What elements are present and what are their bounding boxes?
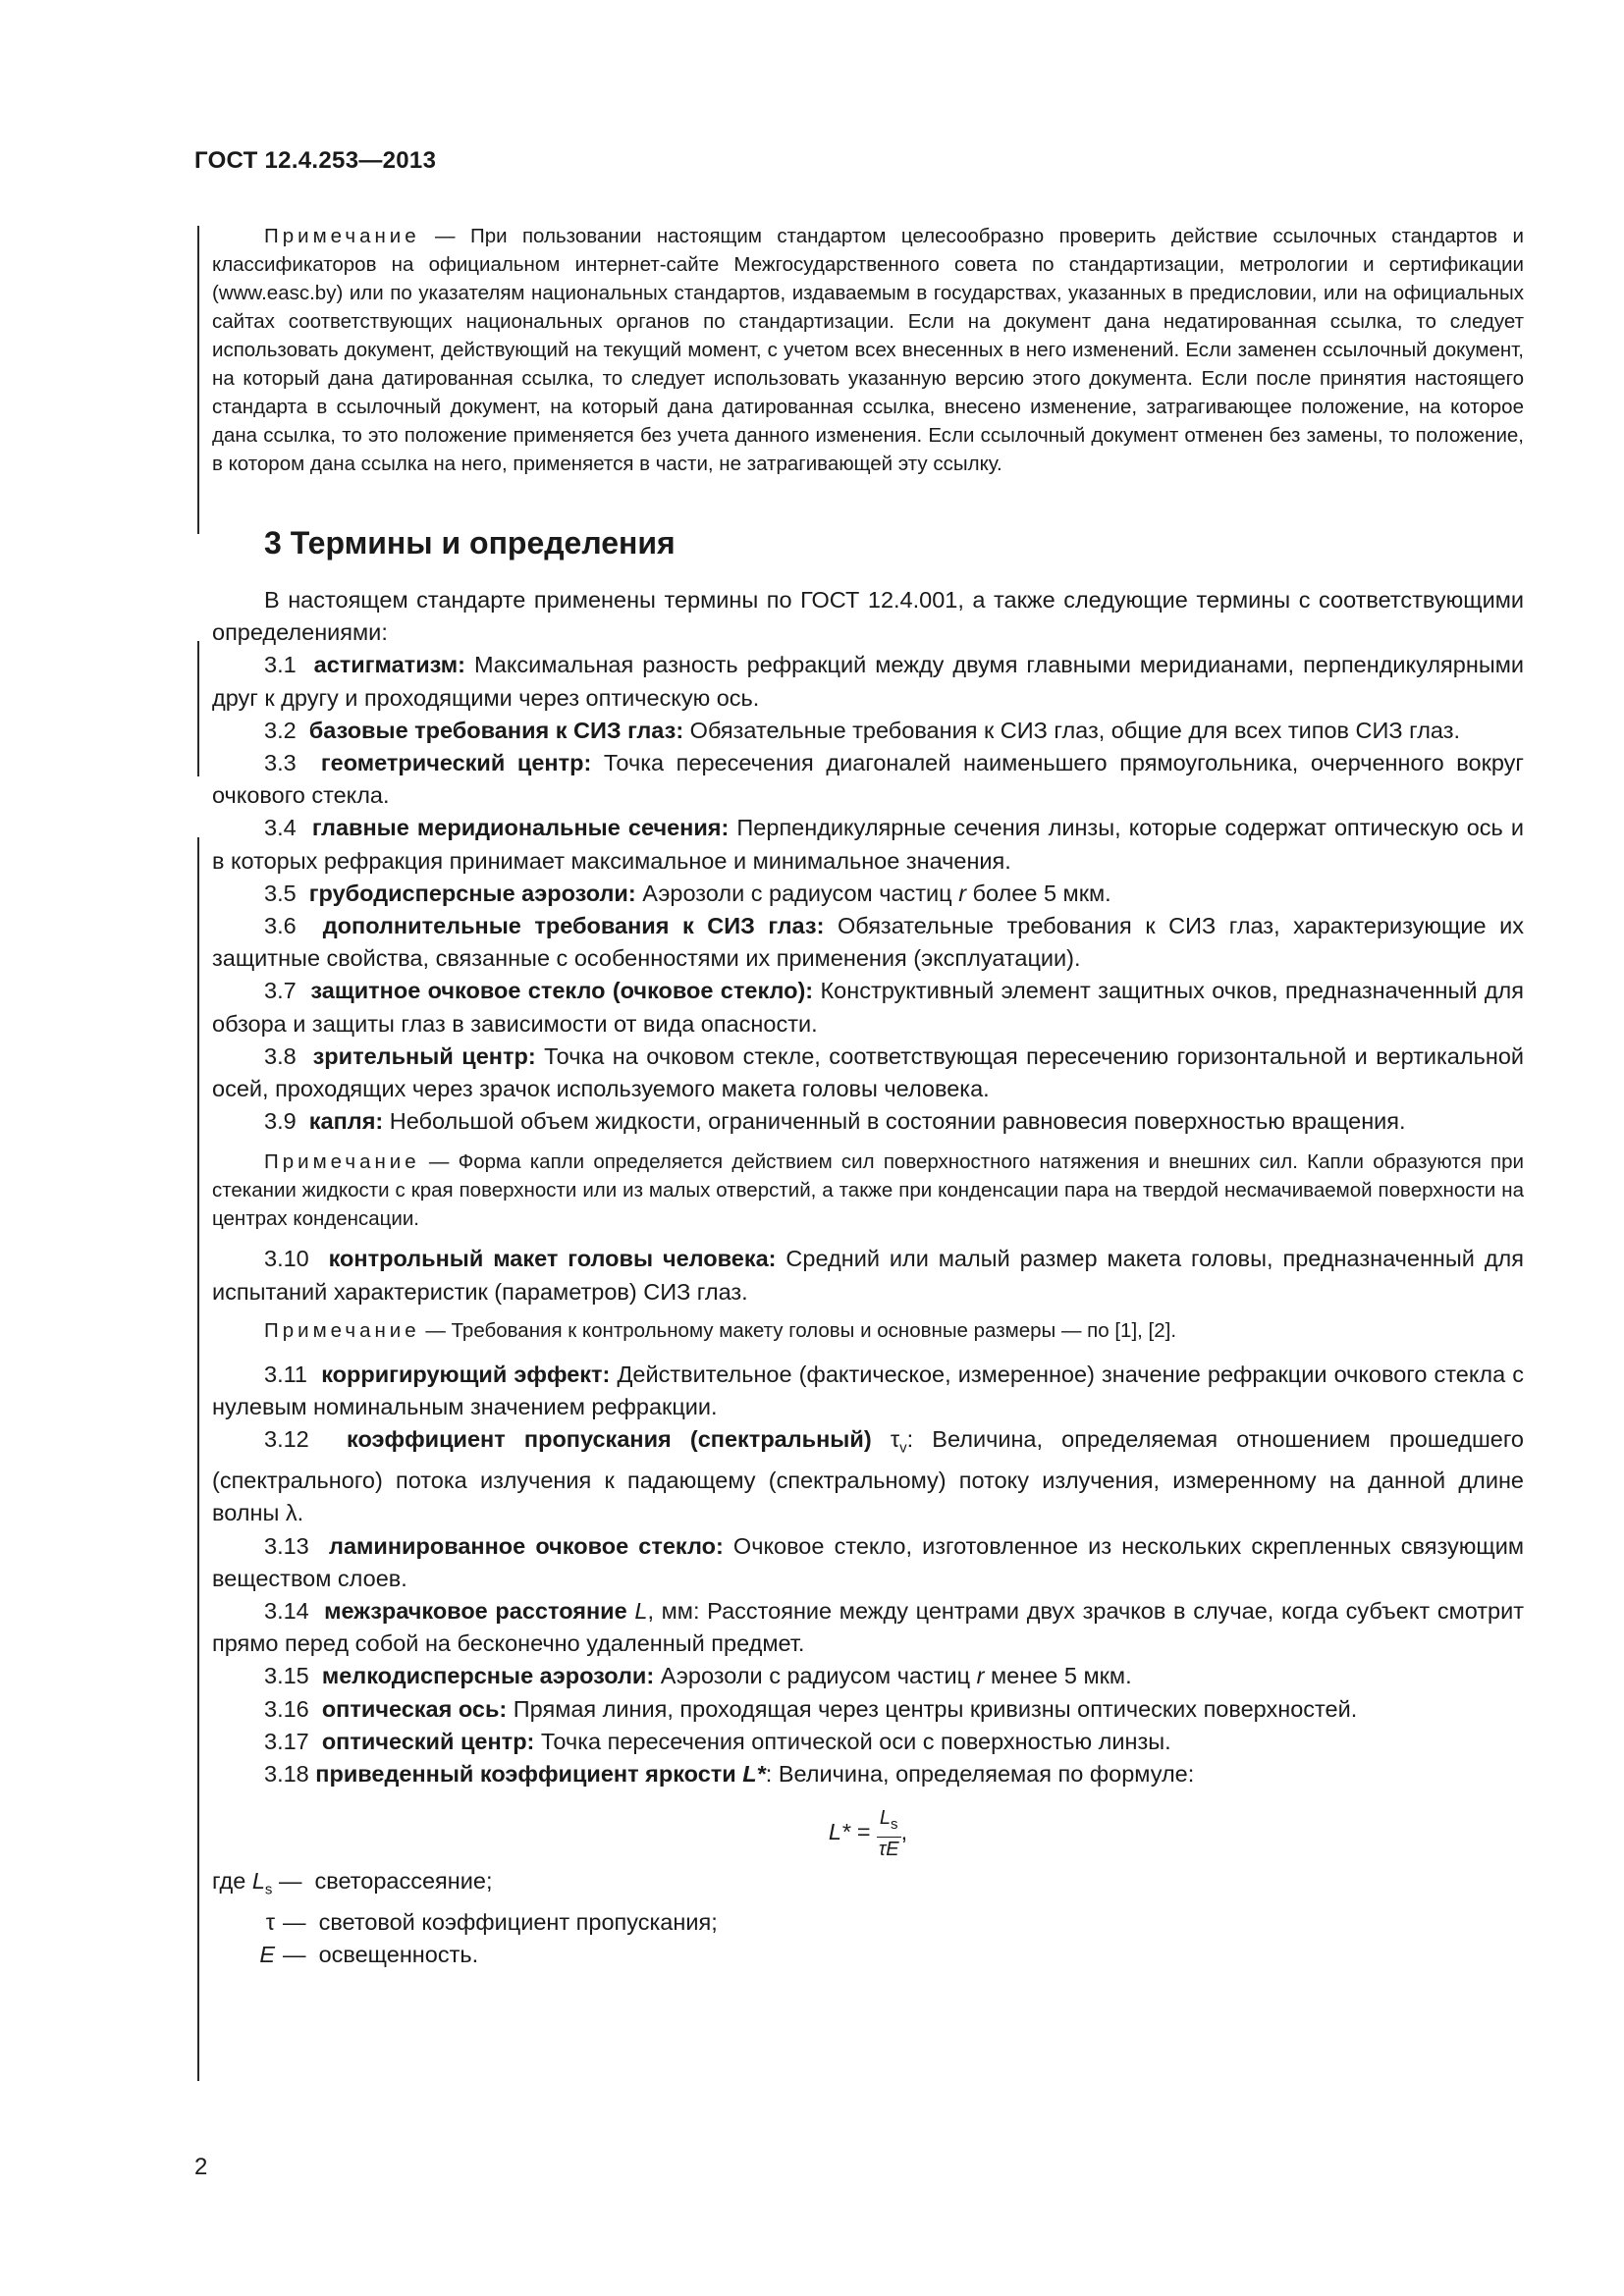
- term-definition: Обязательные требования к СИЗ глаз, общие для всех типов СИЗ глаз.: [683, 717, 1461, 743]
- term-definition: Прямая линия, проходящая через центры кривизны оптических поверхностей.: [507, 1695, 1358, 1722]
- term-definition: : Величина, определяемая отношением прошедшего (спектрального) потока излучения к падающему (спектральному) потоку излучения, измеренному на данной длине волны: [212, 1426, 1525, 1526]
- term-definition: Точка на очковом стекле, соответствующая пересечению горизонтальной и вертикальной осей, проходящих через зрачок используемого макета головы человека.: [212, 1042, 1525, 1102]
- term-number: 3.13: [264, 1532, 309, 1559]
- term-number: 3.5: [264, 880, 297, 906]
- term-name: корригирующий эффект:: [321, 1361, 611, 1387]
- legend-row: [212, 1939, 1524, 1971]
- term-3-17: [212, 1726, 1524, 1758]
- term-variable: L: [634, 1597, 648, 1624]
- term-3-15: [212, 1660, 1524, 1692]
- term-name: грубодисперсные аэрозоли:: [308, 880, 636, 906]
- term-number: 3.11: [264, 1361, 307, 1387]
- term-3-13: [212, 1530, 1524, 1595]
- term-number: 3.3: [264, 750, 297, 776]
- term-name: зрительный центр:: [312, 1042, 536, 1069]
- term-3-8: [212, 1041, 1524, 1105]
- page-number: 2: [194, 2154, 208, 2180]
- note-text: — Требования к контрольному макету головы и основные размеры — по [1], [2].: [419, 1318, 1177, 1342]
- term-variable: r: [958, 880, 967, 906]
- note-label: Примечание: [264, 225, 420, 247]
- legend-symbol-sub: s: [264, 1881, 273, 1898]
- term-definition: Перпендикулярные сечения линзы, которые содержат оптическую ось и в которых рефракция принимает максимальное и минимальное значения.: [212, 815, 1524, 874]
- note-text: — При пользовании настоящим стандартом целесообразно проверить действие ссылочных стандартов и классификаторов на официальном интернет-сайте Межгосударственного совета по стандартизации, метрологии и сертификации (www.easc.by) или по указателям национальных стандартов, издаваемым в государствах, указанных в предисловии, или на официальных сайтах соответствующих национальных органов по стандартизации. Если на документ дана недатированная ссылка, то следует использовать документ, действующий на текущий момент, с учетом всех внесенных в него изменений. Если заменен ссылочный документ, на который дана датированная ссылка, то следует использовать указанную версию этого документа. Если после принятия настоящего стандарта в ссылочный документ, на который дана датированная ссылка, внесено изменение, затрагивающее положение, на которое дана ссылка, то это положение применяется без учета данного изменения. Если ссылочный документ отменен без замены, то положение, в котором дана ссылка на него, применяется в части, не затрагивающей эту ссылку.: [212, 225, 1524, 475]
- term-number: 3.14: [264, 1597, 309, 1624]
- formula-denominator: τE: [878, 1839, 899, 1861]
- term-definition: Максимальная разность рефракций между двумя главными меридианами, перпендикулярными друг к другу и проходящими через оптическую ось.: [212, 652, 1524, 711]
- document-header: ГОСТ 12.4.253—2013: [194, 147, 437, 174]
- legend-description: освещенность.: [318, 1942, 479, 1968]
- term-number: 3.6: [264, 913, 297, 939]
- formula-lhs: L* =: [828, 1819, 871, 1845]
- term-variable: L*: [742, 1760, 766, 1787]
- term-number: 3.7: [264, 978, 297, 1004]
- note-3-10: [212, 1316, 1524, 1345]
- term-name: коэффициент пропускания (спектральный): [347, 1426, 872, 1453]
- legend-symbol: L: [251, 1868, 265, 1895]
- formula-fraction: [877, 1806, 901, 1861]
- term-3-3: [212, 747, 1524, 812]
- term-number: 3.8: [264, 1042, 297, 1069]
- term-definition: Аэрозоли с радиусом частиц: [635, 880, 959, 906]
- document-body: [212, 222, 1524, 1971]
- term-3-2: [212, 715, 1524, 747]
- term-3-1: [212, 649, 1524, 714]
- term-definition: Действительное (фактическое, измеренное) значение рефракции очкового стекла с нулевым номинальным значением рефракции.: [212, 1361, 1525, 1420]
- term-definition: : Величина, определяемая по формуле:: [765, 1760, 1195, 1787]
- term-name: защитное очковое стекло (очковое стекло):: [310, 978, 814, 1004]
- term-definition: Очковое стекло, изготовленное из нескольких скрепленных связующим веществом слоев.: [212, 1532, 1524, 1591]
- legend-description: светорассеяние;: [314, 1868, 493, 1895]
- term-3-6: [212, 910, 1524, 975]
- note-3-9: [212, 1148, 1524, 1233]
- term-name: базовые требования к СИЗ глаз:: [308, 717, 684, 743]
- term-definition: Обязательные требования к СИЗ глаз, характеризующие их защитные свойства, связанные с особенностями их применения (эксплуатации).: [212, 913, 1525, 972]
- term-name: контрольный макет головы человека:: [328, 1246, 777, 1272]
- legend-description: световой коэффициент пропускания;: [318, 1909, 718, 1936]
- note-label: Примечание: [264, 1150, 420, 1174]
- term-name: ламинированное очковое стекло:: [329, 1532, 724, 1559]
- term-name: оптический центр:: [321, 1728, 535, 1754]
- term-definition: .: [297, 1500, 304, 1526]
- legend-row: [212, 1865, 1524, 1906]
- term-variable: r: [976, 1663, 985, 1689]
- change-bar: [197, 226, 199, 534]
- term-name: главные меридиональные сечения:: [311, 815, 730, 841]
- term-definition: Небольшой объем жидкости, ограниченный в состоянии равновесия поверхностью вращения.: [383, 1108, 1406, 1135]
- term-definition: Средний или малый размер макета головы, предназначенный для испытаний характеристик (параметров) СИЗ глаз.: [212, 1246, 1524, 1305]
- formula-numerator: L: [879, 1807, 892, 1830]
- legend-symbol: τ: [265, 1909, 275, 1936]
- change-bar: [197, 837, 199, 2081]
- term-3-16: [212, 1693, 1524, 1726]
- intro-note: [212, 222, 1524, 478]
- term-3-14: [212, 1595, 1524, 1660]
- legend-dash: —: [283, 1942, 306, 1968]
- term-number: 3.16: [264, 1695, 309, 1722]
- term-name: астигматизм:: [313, 652, 465, 678]
- term-number: 3.12: [264, 1426, 309, 1453]
- term-name: капля:: [308, 1108, 384, 1135]
- term-definition: Точка пересечения оптической оси с поверхностью линзы.: [534, 1728, 1171, 1754]
- term-definition: Точка пересечения диагоналей наименьшего прямоугольника, очерченного вокруг очкового стекла.: [212, 750, 1524, 809]
- term-3-18: [212, 1758, 1524, 1790]
- term-definition: Аэрозоли с радиусом частиц: [654, 1663, 977, 1689]
- term-number: 3.17: [264, 1728, 309, 1754]
- legend-where: где: [212, 1868, 246, 1895]
- term-3-10: [212, 1243, 1524, 1308]
- term-number: 3.2: [264, 717, 297, 743]
- term-3-11: [212, 1359, 1524, 1423]
- formula: [212, 1790, 1524, 1865]
- term-3-4: [212, 812, 1524, 877]
- legend-symbol: E: [259, 1942, 275, 1968]
- term-name: приведенный коэффициент яркости: [315, 1760, 736, 1787]
- term-symbol-sub: v: [899, 1439, 907, 1457]
- term-definition: Конструктивный элемент защитных очков, предназначенный для обзора и защиты глаз в зависимости от вида опасности.: [212, 978, 1524, 1037]
- term-definition: , мм: Расстояние между центрами двух зрачков в случае, когда субъект смотрит прямо перед собой на бесконечно удаленный предмет.: [212, 1597, 1524, 1657]
- term-definition: более 5 мкм.: [966, 880, 1111, 906]
- term-3-9: [212, 1105, 1524, 1138]
- note-text: — Форма капли определяется действием сил поверхностного натяжения и внешних сил. Капли образуются при стекании жидкости с края поверхности или из малых отверстий, а также при конденсации пара на твердой несмачиваемой поверхности на центрах конденсации.: [212, 1150, 1524, 1231]
- term-number: 3.1: [264, 652, 297, 678]
- term-3-5: [212, 878, 1524, 910]
- term-name: мелкодисперсные аэрозоли:: [321, 1663, 655, 1689]
- term-name: межзрачковое расстояние: [324, 1597, 627, 1624]
- term-name: оптическая ось:: [321, 1695, 508, 1722]
- change-bar: [197, 641, 199, 776]
- section-title: 3 Термины и определения: [264, 525, 676, 561]
- formula-tail: ,: [900, 1819, 908, 1845]
- legend-dash: —: [278, 1868, 302, 1895]
- legend-dash: —: [283, 1909, 306, 1936]
- section-intro: В настоящем стандарте применены термины по ГОСТ 12.4.001, а также следующие термины с соответствующими определениями:: [212, 587, 1524, 646]
- note-label: Примечание: [264, 1318, 420, 1342]
- term-definition: менее 5 мкм.: [984, 1663, 1132, 1689]
- legend-row: [212, 1906, 1524, 1939]
- formula-numerator-sub: s: [891, 1816, 898, 1834]
- term-number: 3.9: [264, 1108, 297, 1135]
- term-variable: λ: [285, 1500, 298, 1526]
- term-number: 3.4: [264, 815, 297, 841]
- term-3-12: [212, 1423, 1524, 1529]
- term-name: геометрический центр:: [320, 750, 592, 776]
- term-symbol: τ: [890, 1426, 900, 1453]
- term-number: 3.18: [264, 1760, 309, 1787]
- term-3-7: [212, 975, 1524, 1040]
- term-number: 3.15: [264, 1663, 309, 1689]
- term-name: дополнительные требования к СИЗ глаз:: [322, 913, 825, 939]
- term-number: 3.10: [264, 1246, 309, 1272]
